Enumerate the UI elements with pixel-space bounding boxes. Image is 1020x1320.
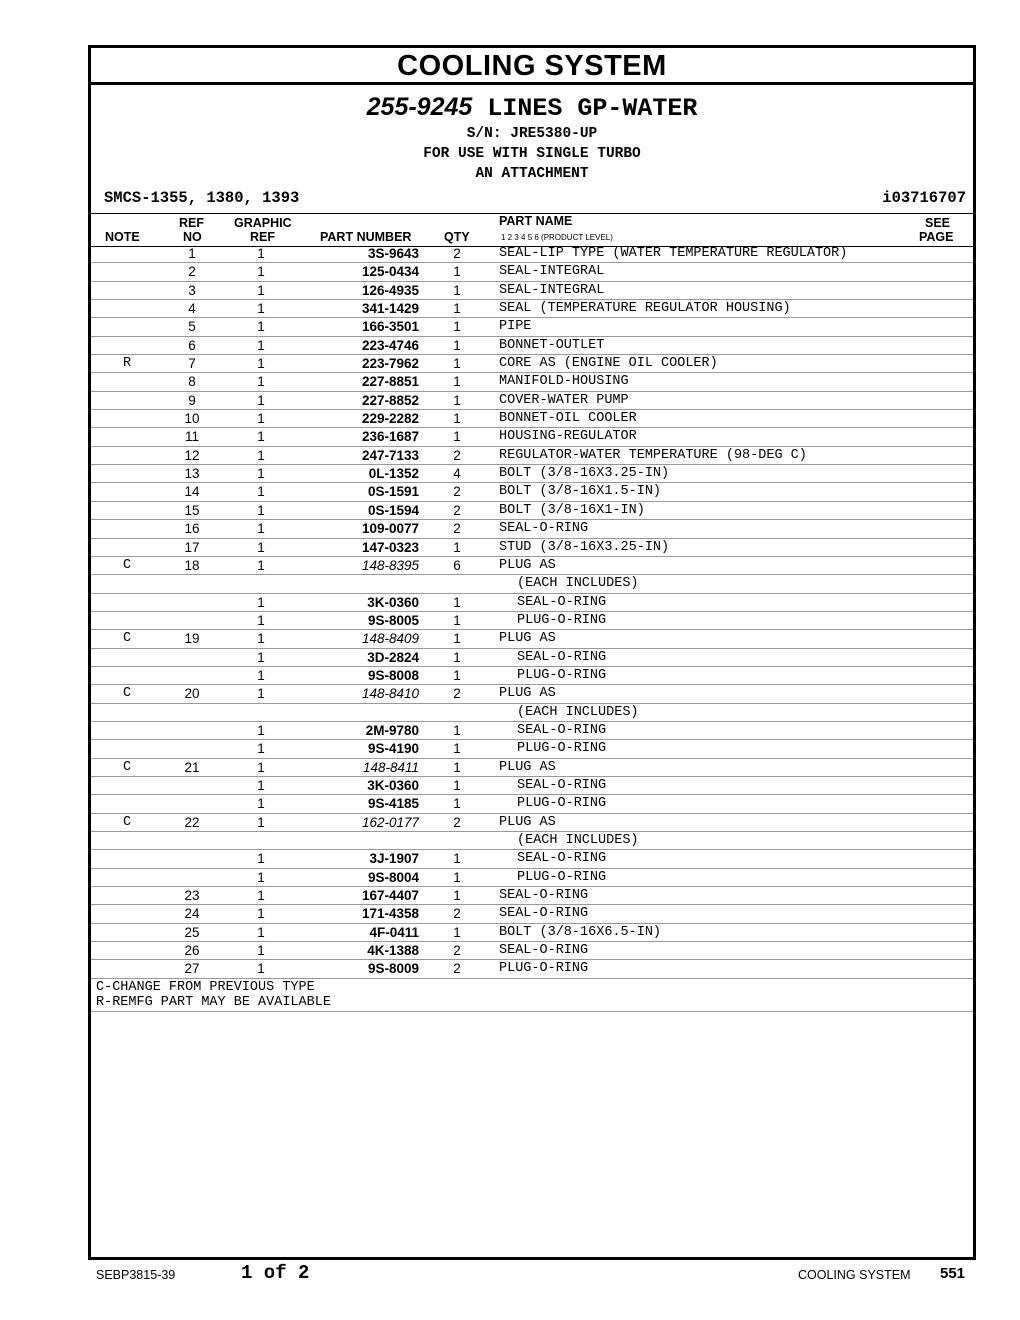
- table-row: [91, 814, 973, 832]
- part-number-cell: 167-4407: [361, 888, 419, 904]
- table-row: [91, 502, 973, 520]
- part-name-cell: SEAL-O-RING: [517, 851, 607, 867]
- table-row: [91, 447, 973, 465]
- illustration-id: i03716707: [882, 189, 966, 207]
- group-title: [91, 92, 973, 124]
- table-row: [91, 465, 973, 483]
- table-row: [91, 685, 973, 703]
- graphic-ref-cell: 1: [257, 594, 265, 610]
- graphic-ref-cell: 1: [257, 539, 265, 555]
- parts-list-frame: [88, 45, 976, 1260]
- ref-no-cell: 17: [184, 539, 200, 555]
- part-name-cell: (EACH INCLUDES): [517, 576, 639, 592]
- part-name-cell: SEAL-O-RING: [499, 906, 589, 922]
- qty-cell: 1: [453, 319, 461, 335]
- graphic-ref-cell: 1: [257, 741, 265, 757]
- qty-cell: 1: [453, 741, 461, 757]
- part-name-cell: BOLT (3/8-16X1.5-IN): [499, 484, 662, 500]
- ref-no-cell: 11: [184, 429, 199, 445]
- graphic-ref-cell: 1: [257, 484, 265, 500]
- part-name-cell: PLUG-O-RING: [499, 961, 589, 977]
- part-name-cell: SEAL-O-RING: [517, 722, 607, 738]
- part-number-cell: 0S-1591: [367, 484, 419, 500]
- qty-cell: 1: [453, 777, 461, 793]
- ref-no-cell: 6: [188, 337, 196, 353]
- part-number-cell: 3J-1907: [369, 851, 419, 867]
- part-number-cell: 223-7962: [361, 356, 419, 372]
- qty-cell: 2: [453, 502, 461, 518]
- part-name-cell: PLUG AS: [499, 759, 556, 775]
- qty-cell: 1: [453, 264, 461, 280]
- part-name-cell: MANIFOLD-HOUSING: [499, 374, 629, 390]
- usage-line-1: FOR USE WITH SINGLE TURBO: [423, 146, 641, 162]
- qty-cell: 1: [453, 282, 461, 298]
- qty-cell: 1: [453, 851, 461, 867]
- group-name: LINES GP-WATER: [487, 94, 698, 123]
- graphic-ref-cell: 1: [257, 502, 265, 518]
- table-row: [91, 942, 973, 960]
- ref-no-cell: 7: [188, 356, 196, 372]
- ref-no-cell: 14: [184, 484, 200, 500]
- note-cell: C: [122, 759, 132, 775]
- graphic-ref-cell: 1: [257, 667, 265, 683]
- graphic-ref-cell: 1: [257, 722, 265, 738]
- table-row: [91, 850, 973, 868]
- graphic-ref-cell: 1: [257, 649, 265, 665]
- table-row: [91, 777, 973, 795]
- graphic-ref-cell: 1: [257, 521, 265, 537]
- note-line: R-REMFG PART MAY BE AVAILABLE: [96, 994, 331, 1010]
- part-number-cell: 148-8395: [361, 557, 419, 573]
- graphic-ref-cell: 1: [257, 869, 265, 885]
- qty-cell: 2: [453, 447, 461, 463]
- parts-table: [91, 245, 973, 1012]
- ref-no-cell: 5: [188, 319, 196, 335]
- qty-cell: 1: [453, 374, 461, 390]
- ref-no-cell: 15: [184, 502, 200, 518]
- part-name-cell: SEAL-O-RING: [517, 594, 607, 610]
- ref-no-cell: 21: [184, 759, 200, 775]
- table-row: [91, 575, 973, 593]
- qty-cell: 1: [453, 631, 461, 647]
- col-part-name: PART NAME: [499, 214, 573, 228]
- ref-no-cell: 16: [184, 521, 200, 537]
- table-row: [91, 630, 973, 648]
- footer-section: COOLING SYSTEM: [798, 1268, 911, 1282]
- part-name-cell: COVER-WATER PUMP: [499, 392, 629, 408]
- part-number-cell: 171-4358: [361, 906, 419, 922]
- part-name-cell: PLUG-O-RING: [517, 612, 607, 628]
- part-number-cell: 0S-1594: [367, 502, 419, 518]
- doc-number: SEBP3815-39: [96, 1268, 176, 1282]
- part-number-cell: 3K-0360: [367, 777, 419, 793]
- part-name-cell: PLUG-O-RING: [517, 796, 607, 812]
- col-ref-top: REF: [179, 216, 204, 230]
- graphic-ref-cell: 1: [257, 631, 265, 647]
- table-row: [91, 355, 973, 373]
- qty-cell: 1: [453, 539, 461, 555]
- ref-no-cell: 10: [184, 411, 200, 427]
- part-name-cell: SEAL-LIP TYPE (WATER TEMPERATURE REGULATOR): [499, 246, 848, 261]
- qty-cell: 1: [453, 924, 461, 940]
- graphic-ref-cell: 1: [257, 356, 265, 372]
- part-name-cell: PLUG-O-RING: [517, 667, 607, 683]
- ref-no-cell: 9: [188, 392, 196, 408]
- col-ref-bot: NO: [183, 230, 202, 244]
- graphic-ref-cell: 1: [257, 796, 265, 812]
- note-cell: C: [122, 686, 132, 702]
- col-graphic-top: GRAPHIC: [234, 216, 292, 230]
- ref-no-cell: 8: [188, 374, 196, 390]
- part-name-cell: SEAL-O-RING: [517, 777, 607, 793]
- part-name-cell: (EACH INCLUDES): [517, 833, 639, 848]
- usage-line-2: AN ATTACHMENT: [475, 166, 589, 182]
- ref-no-cell: 18: [184, 557, 200, 573]
- part-number-cell: 162-0177: [361, 814, 419, 830]
- graphic-ref-cell: 1: [257, 961, 265, 977]
- column-header: [91, 213, 973, 247]
- graphic-ref-cell: 1: [257, 319, 265, 335]
- qty-cell: 1: [453, 594, 461, 610]
- qty-cell: 1: [453, 667, 461, 683]
- table-row: [91, 704, 973, 722]
- graphic-ref-cell: 1: [257, 337, 265, 353]
- ref-no-cell: 1: [188, 246, 196, 261]
- table-row: [91, 318, 973, 336]
- serial-range: S/N: JRE5380-UP: [466, 126, 598, 142]
- ref-no-cell: 25: [184, 924, 200, 940]
- part-number-cell: 148-8409: [361, 631, 419, 647]
- part-number-cell: 148-8410: [361, 686, 419, 702]
- graphic-ref-cell: 1: [257, 686, 265, 702]
- qty-cell: 2: [453, 906, 461, 922]
- col-see-top: SEE: [925, 216, 951, 230]
- part-name-cell: PLUG AS: [499, 686, 556, 702]
- table-row: [91, 428, 973, 446]
- table-row: [91, 337, 973, 355]
- qty-cell: 2: [453, 686, 461, 702]
- graphic-ref-cell: 1: [257, 301, 265, 317]
- note-cell: C: [122, 814, 132, 830]
- part-number-cell: 125-0434: [361, 264, 419, 280]
- smcs-row: [104, 189, 966, 211]
- part-number-cell: 227-8852: [361, 392, 419, 408]
- table-row: [91, 520, 973, 538]
- part-name-cell: PLUG AS: [499, 814, 556, 830]
- qty-cell: 1: [453, 869, 461, 885]
- part-number-cell: 147-0323: [361, 539, 419, 555]
- ref-no-cell: 19: [184, 631, 200, 647]
- part-number-cell: 247-7133: [361, 447, 419, 463]
- table-row: [91, 905, 973, 923]
- qty-cell: 2: [453, 484, 461, 500]
- qty-cell: 1: [453, 429, 461, 445]
- group-part-number: 255-9245: [366, 93, 473, 121]
- qty-cell: 1: [453, 356, 461, 372]
- graphic-ref-cell: 1: [257, 282, 265, 298]
- part-name-cell: CORE AS (ENGINE OIL COOLER): [499, 356, 718, 372]
- part-number-cell: 9S-4190: [367, 741, 419, 757]
- part-name-cell: SEAL-O-RING: [499, 943, 589, 959]
- qty-cell: 1: [453, 301, 461, 317]
- table-row: [91, 649, 973, 667]
- qty-cell: 2: [453, 943, 461, 959]
- part-number-cell: 9S-8005: [367, 612, 419, 628]
- part-name-cell: PLUG AS: [499, 631, 556, 647]
- col-see-bot: PAGE: [919, 230, 954, 244]
- qty-cell: 1: [453, 649, 461, 665]
- part-name-cell: SEAL-O-RING: [517, 649, 607, 665]
- table-row: [91, 483, 973, 501]
- part-number-cell: 9S-8009: [367, 961, 419, 977]
- ref-no-cell: 24: [184, 906, 200, 922]
- table-row: [91, 612, 973, 630]
- graphic-ref-cell: 1: [257, 906, 265, 922]
- qty-cell: 2: [453, 521, 461, 537]
- note-cell: R: [122, 356, 132, 372]
- part-name-cell: BONNET-OUTLET: [499, 337, 605, 353]
- part-name-cell: SEAL-O-RING: [499, 521, 589, 537]
- table-row: [91, 245, 973, 263]
- table-row: [91, 263, 973, 281]
- qty-cell: 1: [453, 612, 461, 628]
- qty-cell: 1: [453, 411, 461, 427]
- part-number-cell: 223-4746: [361, 337, 419, 353]
- part-name-cell: SEAL-INTEGRAL: [499, 264, 605, 280]
- graphic-ref-cell: 1: [257, 246, 265, 261]
- graphic-ref-cell: 1: [257, 392, 265, 408]
- table-row: [91, 960, 973, 978]
- table-row: [91, 557, 973, 575]
- graphic-ref-cell: 1: [257, 466, 265, 482]
- part-number-cell: 109-0077: [361, 521, 419, 537]
- part-name-cell: SEAL (TEMPERATURE REGULATOR HOUSING): [499, 301, 791, 317]
- graphic-ref-cell: 1: [257, 447, 265, 463]
- ref-no-cell: 12: [184, 447, 200, 463]
- part-number-cell: 4F-0411: [369, 924, 419, 940]
- ref-no-cell: 27: [184, 961, 200, 977]
- part-name-cell: PLUG-O-RING: [517, 741, 607, 757]
- table-row: [91, 392, 973, 410]
- graphic-ref-cell: 1: [257, 557, 265, 573]
- part-number-cell: 126-4935: [361, 282, 419, 298]
- table-row: [91, 924, 973, 942]
- page-number: 551: [940, 1265, 966, 1282]
- table-row: [91, 740, 973, 758]
- graphic-ref-cell: 1: [257, 943, 265, 959]
- col-graphic-bot: REF: [250, 230, 275, 244]
- part-number-cell: 3K-0360: [367, 594, 419, 610]
- part-name-cell: BONNET-OIL COOLER: [499, 411, 637, 427]
- qty-cell: 1: [453, 759, 461, 775]
- smcs-codes: SMCS-1355, 1380, 1393: [104, 189, 300, 207]
- part-name-cell: HOUSING-REGULATOR: [499, 429, 637, 445]
- part-number-cell: 341-1429: [361, 301, 419, 317]
- table-row: [91, 795, 973, 813]
- page-of: 1 of 2: [241, 1262, 310, 1284]
- qty-cell: 1: [453, 722, 461, 738]
- graphic-ref-cell: 1: [257, 888, 265, 904]
- qty-cell: 2: [453, 814, 461, 830]
- col-product-level: 1 2 3 4 5 6 (PRODUCT LEVEL): [501, 233, 613, 242]
- part-name-cell: SEAL-INTEGRAL: [499, 282, 605, 298]
- ref-no-cell: 4: [188, 301, 196, 317]
- part-name-cell: SEAL-O-RING: [499, 888, 589, 904]
- ref-no-cell: 22: [184, 814, 200, 830]
- note-line: C-CHANGE FROM PREVIOUS TYPE: [96, 979, 315, 995]
- graphic-ref-cell: 1: [257, 429, 265, 445]
- part-name-cell: REGULATOR-WATER TEMPERATURE (98-DEG C): [499, 447, 807, 463]
- table-row: [91, 300, 973, 318]
- graphic-ref-cell: 1: [257, 777, 265, 793]
- note-cell: C: [122, 557, 132, 573]
- qty-cell: 2: [453, 246, 461, 261]
- graphic-ref-cell: 1: [257, 814, 265, 830]
- table-row: [91, 539, 973, 557]
- part-number-cell: 166-3501: [361, 319, 419, 335]
- part-number-cell: 2M-9780: [365, 722, 419, 738]
- qty-cell: 1: [453, 888, 461, 904]
- ref-no-cell: 13: [184, 466, 200, 482]
- qty-cell: 6: [453, 557, 461, 573]
- ref-no-cell: 3: [188, 282, 196, 298]
- part-number-cell: 148-8411: [362, 759, 419, 775]
- notes-legend: [91, 979, 973, 1012]
- qty-cell: 2: [453, 961, 461, 977]
- part-name-cell: BOLT (3/8-16X3.25-IN): [499, 466, 670, 482]
- part-name-cell: STUD (3/8-16X3.25-IN): [499, 539, 670, 555]
- col-part-number: PART NUMBER: [320, 230, 412, 244]
- table-row: [91, 410, 973, 428]
- part-name-cell: BOLT (3/8-16X6.5-IN): [499, 924, 662, 940]
- part-number-cell: 9S-8004: [367, 869, 419, 885]
- graphic-ref-cell: 1: [257, 924, 265, 940]
- part-number-cell: 236-1687: [361, 429, 419, 445]
- graphic-ref-cell: 1: [257, 264, 265, 280]
- part-number-cell: 3D-2824: [367, 649, 419, 665]
- table-row: [91, 282, 973, 300]
- part-name-cell: PLUG AS: [499, 557, 556, 573]
- page-footer: [96, 1262, 968, 1286]
- col-note: NOTE: [105, 230, 140, 244]
- qty-cell: 1: [453, 392, 461, 408]
- part-name-cell: (EACH INCLUDES): [517, 704, 639, 720]
- group-header: [91, 92, 973, 184]
- part-number-cell: 0L-1352: [368, 466, 419, 482]
- graphic-ref-cell: 1: [257, 851, 265, 867]
- ref-no-cell: 26: [184, 943, 200, 959]
- table-row: [91, 594, 973, 612]
- table-row: [91, 869, 973, 887]
- graphic-ref-cell: 1: [257, 612, 265, 628]
- table-row: [91, 759, 973, 777]
- part-number-cell: 4K-1388: [367, 943, 419, 959]
- part-number-cell: 9S-8008: [367, 667, 419, 683]
- table-row: [91, 373, 973, 391]
- part-name-cell: PIPE: [499, 319, 532, 335]
- qty-cell: 1: [453, 337, 461, 353]
- graphic-ref-cell: 1: [257, 374, 265, 390]
- note-cell: C: [122, 631, 132, 647]
- table-row: [91, 887, 973, 905]
- part-number-cell: 3S-9643: [367, 246, 419, 261]
- part-name-cell: PLUG-O-RING: [517, 869, 607, 885]
- part-name-cell: BOLT (3/8-16X1-IN): [499, 502, 645, 518]
- part-number-cell: 9S-4185: [367, 796, 419, 812]
- qty-cell: 4: [453, 466, 461, 482]
- part-number-cell: 227-8851: [361, 374, 419, 390]
- qty-cell: 1: [453, 796, 461, 812]
- table-row: [91, 722, 973, 740]
- col-qty: QTY: [444, 230, 470, 244]
- ref-no-cell: 2: [188, 264, 196, 280]
- table-row: [91, 832, 973, 850]
- ref-no-cell: 23: [184, 888, 200, 904]
- table-row: [91, 667, 973, 685]
- graphic-ref-cell: 1: [257, 759, 265, 775]
- ref-no-cell: 20: [184, 686, 200, 702]
- part-number-cell: 229-2282: [361, 411, 419, 427]
- graphic-ref-cell: 1: [257, 411, 265, 427]
- section-title: COOLING SYSTEM: [91, 48, 973, 85]
